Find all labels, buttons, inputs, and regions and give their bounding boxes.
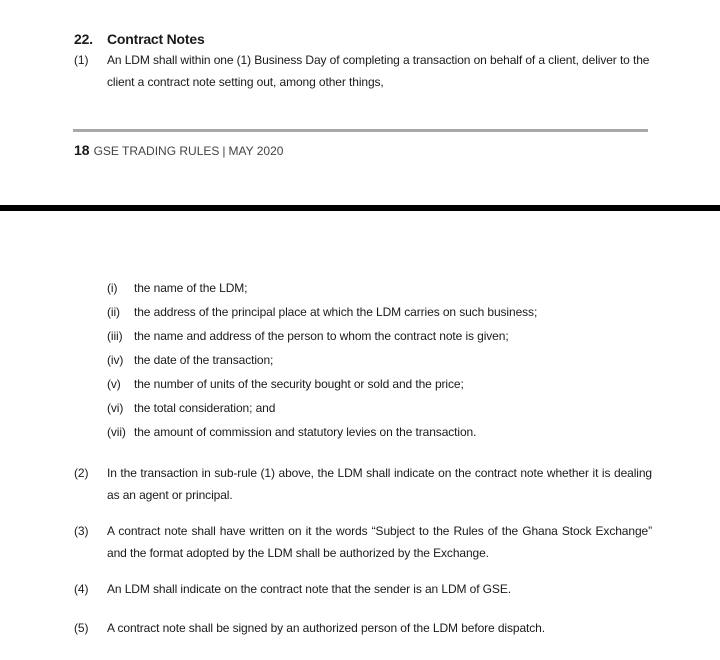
item-number: (ii) [107,305,120,319]
item-text: the address of the principal place at which the LDM carries on such business; [134,305,538,319]
item-number: (i) [107,281,118,295]
paragraph-text: A contract note shall have written on it the words “Subject to the Rules of the Ghana Stock Exchange” and the format adopted by the LDM shall be authorized by the Exchange. [107,524,652,560]
paragraph-text: A contract note shall be signed by an authorized person of the LDM before dispatch. [107,621,545,635]
paragraph-1 [74,49,654,93]
item-number: (iv) [107,353,124,367]
paragraph-3 [74,520,654,564]
paragraph-text: An LDM shall within one (1) Business Day of completing a transaction on behalf of a client, deliver to the client a contract note setting out, among other things, [107,53,650,89]
item-text: the date of the transaction; [134,353,274,367]
page-number: 18 [74,142,90,158]
document-date: MAY 2020 [228,144,284,158]
page-footer [74,142,283,158]
paragraph-4 [74,578,654,600]
footer-separator: | [222,144,226,158]
paragraph-number: (3) [74,524,89,538]
item-number: (v) [107,377,121,391]
section-title: Contract Notes [107,31,205,47]
paragraph-number: (4) [74,582,89,596]
item-text: the total consideration; and [134,401,276,415]
item-text: the name and address of the person to whom the contract note is given; [134,329,509,343]
paragraph-5 [74,617,654,639]
item-text: the amount of commission and statutory levies on the transaction. [134,425,477,439]
document-title: GSE TRADING RULES [93,144,220,158]
item-text: the number of units of the security bought or sold and the price; [134,377,464,391]
footer-rule [73,129,648,132]
paragraph-number: (5) [74,621,89,635]
item-number: (vi) [107,401,124,415]
paragraph-text: An LDM shall indicate on the contract note that the sender is an LDM of GSE. [107,582,511,596]
section-number: 22. [74,31,93,47]
section-heading [74,31,205,47]
item-number: (vii) [107,425,126,439]
item-number: (iii) [107,329,123,343]
paragraph-number: (1) [74,53,89,67]
paragraph-number: (2) [74,466,89,480]
paragraph-text: In the transaction in sub-rule (1) above, the LDM shall indicate on the contract note whether it is dealing as an agent or principal. [107,466,652,502]
paragraph-2 [74,462,654,506]
item-text: the name of the LDM; [134,281,248,295]
page-break-divider [0,205,720,211]
